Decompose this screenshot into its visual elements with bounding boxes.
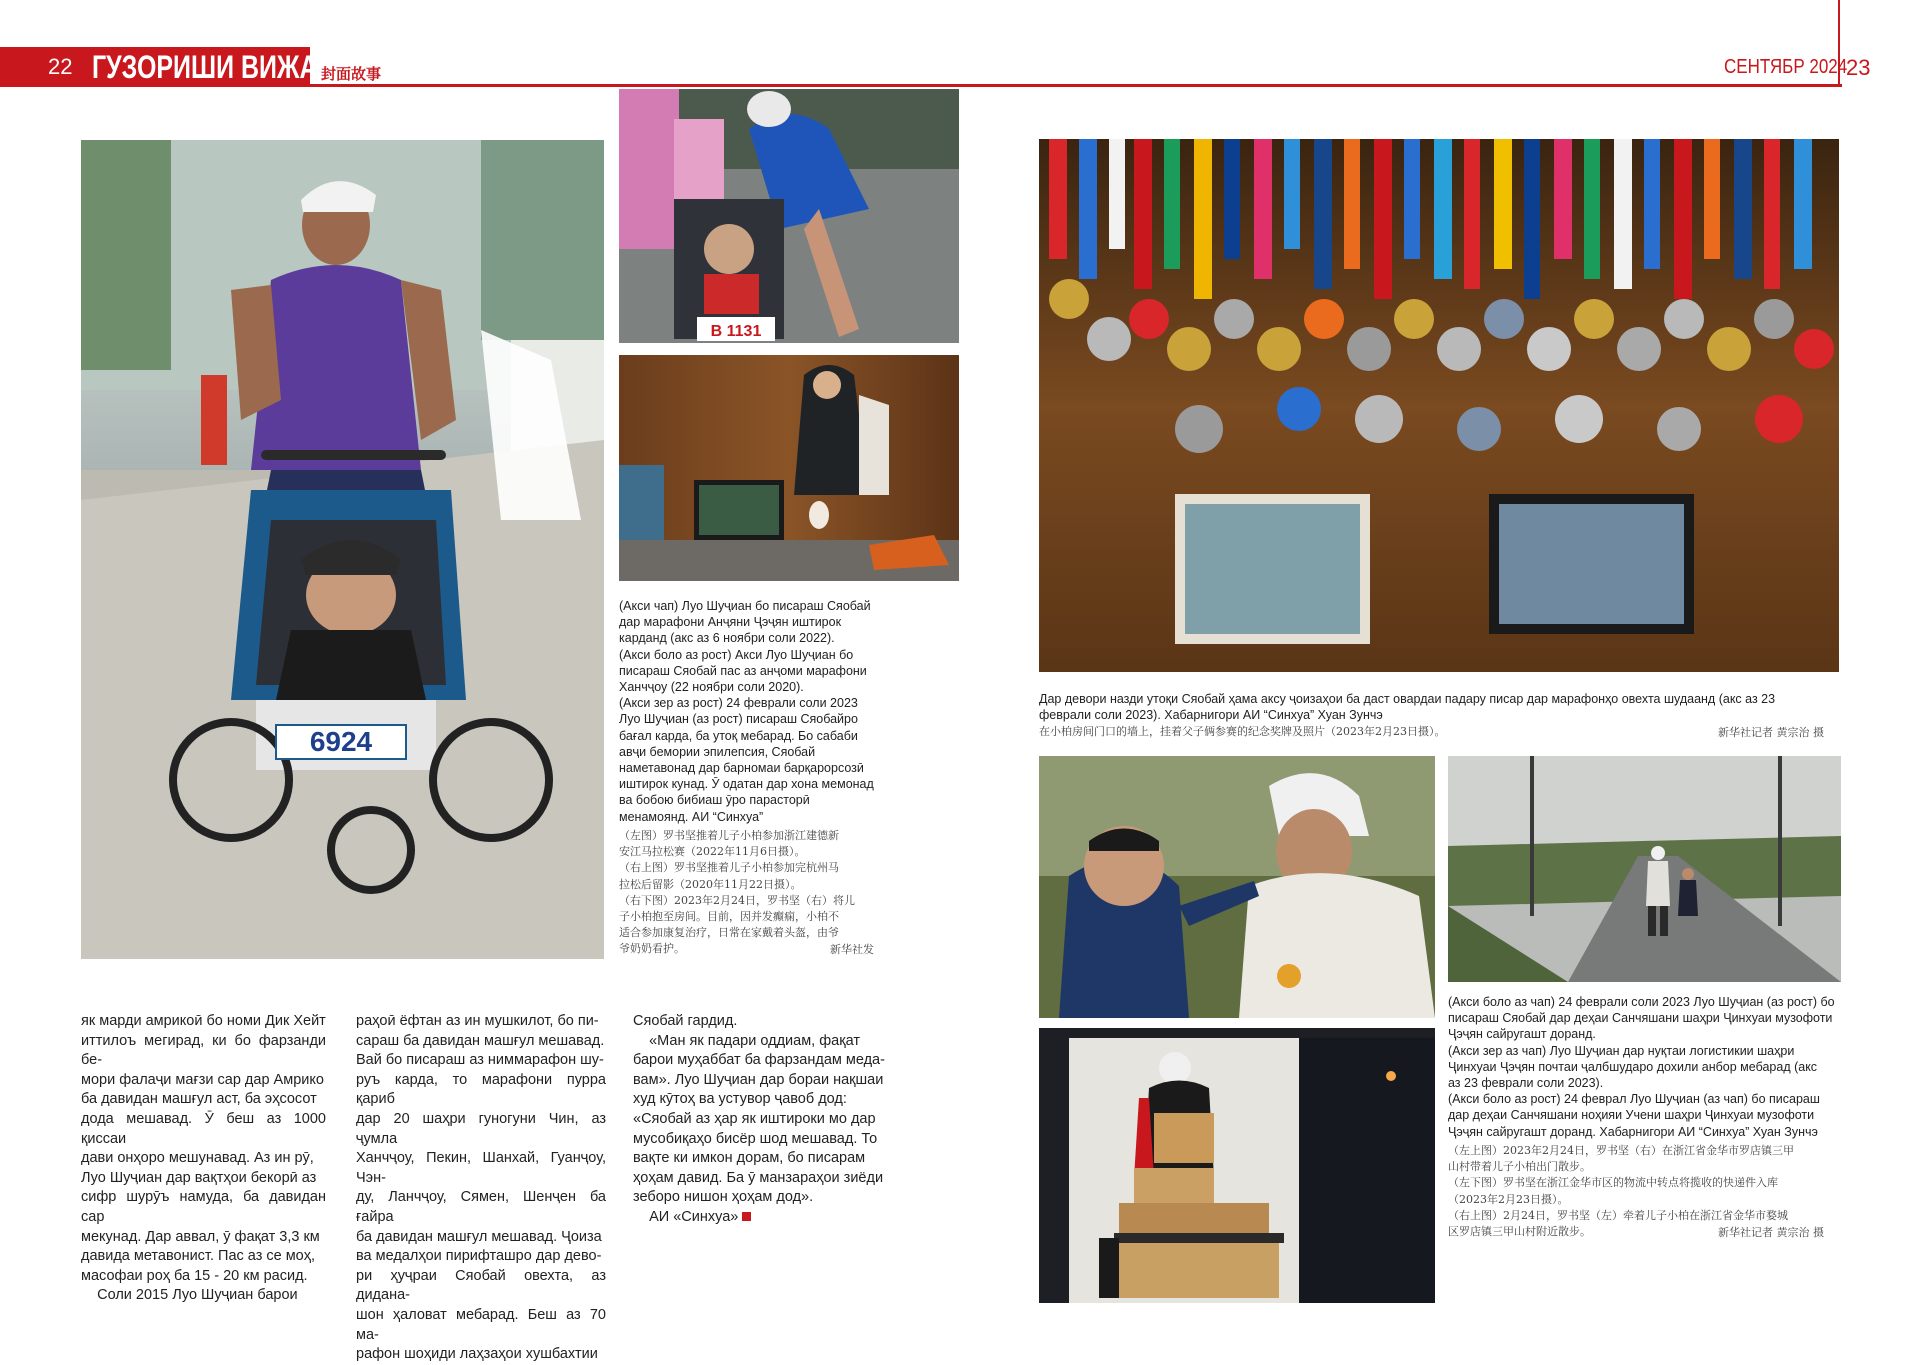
- caption-line: авҷи бемории эпилепсия, Сяобай: [619, 744, 816, 759]
- caption-line: иштирок кунад. Ӯ одатан дар хона мемонад: [619, 777, 874, 792]
- photo-logistics-warehouse: [1039, 1028, 1435, 1303]
- caption-line: Ҷэҷян сайругашт доранд. Хабарнигори АИ “Синхуа” Хуан Зунчэ: [1448, 1124, 1818, 1139]
- article-line: зеборо нишон ҳоҳам дод».: [633, 1189, 814, 1206]
- article-end-credit: АИ «Синхуа»: [633, 1208, 739, 1225]
- caption-cn-line: 安江马拉松赛（2022年11月6日摄）。: [619, 845, 806, 859]
- caption-line: Ҷэҷян сайругашт доранд.: [1448, 1027, 1596, 1042]
- article-line: «Ман як падари оддиам, фақат: [633, 1032, 860, 1049]
- article-line: рафон шоҳиди лаҳзаҳои хушбахтии: [356, 1346, 598, 1363]
- caption-line: аз 23 феврали соли 2023).: [1448, 1076, 1604, 1091]
- caption-line: ва бобою бибиаш ӯро парасторӣ: [619, 793, 810, 808]
- article-line: дода мешавад. Ӯ беш аз 1000 қиссаи: [81, 1110, 326, 1147]
- article-line: давида метавонист. Пас аз се моҳ,: [81, 1248, 316, 1265]
- article-line: дави онҳоро мешунавад. Аз ин рӯ,: [81, 1150, 314, 1167]
- end-mark-icon: [742, 1212, 751, 1221]
- caption-line: Луо Шуҷиан (аз рост) писараш Сяобайро: [619, 712, 858, 727]
- article-line: Сяобай гардид.: [633, 1013, 738, 1029]
- caption-line: карданд (акс аз 6 ноябри соли 2022).: [619, 631, 835, 646]
- bib-number-main: 6924: [309, 726, 373, 757]
- bib-number-small: B 1131: [710, 323, 762, 340]
- caption-cn-line: （右上图）罗书坚推着儿子小柏参加完杭州马: [619, 861, 839, 875]
- article-line: Ханчҷоу, Пекин, Шанхай, Гуанҷоу, Чэн-: [356, 1150, 606, 1186]
- caption-line: Ханчҷоу (22 ноябри соли 2020).: [619, 680, 804, 695]
- photo-father-son-outdoors: [1039, 756, 1435, 1018]
- article-line-end: [633, 1208, 893, 1228]
- article-line: барои муҳаббат ба фарзандам меда-: [633, 1052, 885, 1069]
- left-caption-credit: 新华社发: [830, 943, 874, 956]
- caption-line: (Акси боло аз чап) 24 феврали соли 2023 Луо Шуҷиан (аз рост) бо: [1448, 995, 1835, 1009]
- left-page-number: 22: [48, 54, 73, 79]
- caption-line: (Акси зер аз чап) Луо Шуҷиан дар нуқтаи логистикии шаҳри: [1448, 1043, 1795, 1058]
- caption-line: дар марафони Анҷяни Ҷэҷян иштирок: [619, 615, 842, 630]
- photo-road-walk: [1448, 756, 1841, 982]
- article-line: масофаи роҳ ба 15 - 20 км расид.: [81, 1267, 308, 1284]
- caption-line: (Акси зер аз рост) 24 феврали соли 2023: [619, 696, 858, 711]
- article-line: раҳоӣ ёфтан аз ин мушкилот, бо пи-: [356, 1013, 599, 1029]
- article-line: ри ҳуҷраи Сяобай овехта, аз дидана-: [356, 1267, 606, 1304]
- caption-line: наметавонад дар барномаи барқарорсозӣ: [619, 761, 864, 776]
- caption-line: (Акси боло аз рост) Акси Луо Шуҷиан бо: [619, 647, 854, 662]
- caption-cn-line: 拉松后留影（2020年11月22日摄）。: [619, 877, 802, 891]
- photo-after-marathon: [619, 89, 959, 343]
- article-line: Вай бо писараш аз ниммарафон шу-: [356, 1052, 604, 1069]
- caption-line: (Акси чап) Луо Шуҷиан бо писараш Сяобай: [619, 599, 871, 613]
- caption-line: Ҷинхуаи Ҷэҷян почтаи ҷалбшударо дохили анбор мебарад (акс: [1448, 1059, 1818, 1074]
- caption-cn-line: 区罗店镇三甲山村附近散步。: [1448, 1225, 1591, 1239]
- right-page-number: 23: [1846, 55, 1871, 80]
- caption-cn-line: （右下图）2023年2月24日，罗书坚（右）将儿: [619, 893, 855, 907]
- left-photo-caption-cn: [619, 828, 959, 958]
- caption-line: бағал карда, ба утоқ мебарад. Бо сабаби: [619, 728, 858, 743]
- photo-carry-son-room: [619, 355, 959, 581]
- medals-caption: [1039, 691, 1839, 723]
- article-line: мекунад. Дар аввал, ӯ фақат 3,3 км: [81, 1228, 320, 1245]
- right-caption-credit: 新华社记者 黄宗治 摄: [1718, 1226, 1824, 1239]
- right-photos-caption: [1448, 994, 1841, 1140]
- caption-line: писараш Сяобай пас аз анҷоми марафони: [619, 663, 867, 678]
- caption-line: феврали соли 2023). Хабарнигори АИ “Синхуа” Хуан Зунчэ: [1039, 708, 1383, 723]
- caption-cn-line: 适合参加康复治疗，日常在家戴着头盔，由爷: [619, 926, 839, 940]
- section-title-cn: 封面故事: [321, 65, 382, 83]
- caption-cn-line: （右上图）2月24日，罗书坚（左）牵着儿子小柏在浙江省金华市婺城: [1448, 1208, 1788, 1222]
- article-column-3: [633, 1012, 893, 1228]
- article-line: мори фалаҷи мағзи сар дар Амрико: [81, 1071, 324, 1088]
- article-line: руъ карда, то марафони пурра қариб: [356, 1071, 606, 1108]
- caption-line: менамоянд. АИ “Синхуа”: [619, 809, 764, 824]
- article-line: Соли 2015 Луо Шуҷиан барои: [81, 1287, 298, 1304]
- left-photo-caption: [619, 598, 959, 825]
- photo-runner-stroller: [81, 140, 604, 959]
- caption-cn-line: （左图）罗书坚推着儿子小柏参加浙江建德新: [619, 829, 839, 842]
- article-line: як марди амрикоӣ бо номи Дик Хейт: [81, 1013, 326, 1029]
- article-line: мусобиқаҳо бисёр шод мешавад. То: [633, 1130, 878, 1147]
- medals-caption-cn: 在小柏房间门口的墙上，挂着父子俩参赛的纪念奖牌及照片（2023年2月23日摄）。: [1039, 725, 1446, 738]
- caption-cn-line: （左下图）罗书坚在浙江金华市区的物流中转点将揽收的快递件入库: [1448, 1176, 1778, 1190]
- article-line: дар 20 шаҳри гуногуни Чин, аз ҷумла: [356, 1110, 606, 1147]
- article-line: сараш ба давидан машғул мешавад.: [356, 1032, 605, 1049]
- article-line: иттилоъ мегирад, ки бо фарзанди бе-: [81, 1032, 326, 1069]
- article-line: вақте ки имкон дорам, бо писарам: [633, 1150, 866, 1167]
- article-line: ва медалҳои пирифташро дар дево-: [356, 1248, 602, 1265]
- article-line: худ кӯтоҳ ва устувор ҷавоб дод:: [633, 1091, 847, 1108]
- medals-caption-credit: 新华社记者 黄宗治 摄: [1718, 726, 1824, 739]
- caption-cn-line: 山村带着儿子小柏出门散步。: [1448, 1160, 1591, 1174]
- article-column-1: [81, 1012, 326, 1306]
- caption-line: дар деҳаи Санчяшани ноҳияи Учени шаҳри Ҷинхуаи музофоти: [1448, 1108, 1815, 1123]
- caption-cn-line: 爷奶奶看护。: [619, 942, 685, 956]
- article-line: ба давидан машғул мешавад. Ҷоиза: [356, 1228, 602, 1245]
- photo-medals-wall: [1039, 139, 1839, 672]
- article-line: Луо Шуҷиан дар вақтҳои бекорӣ аз: [81, 1169, 317, 1186]
- caption-line: Дар девори назди утоқи Сяобай ҳама аксу ҷоизаҳои ба даст овардаи падару писар дар марафонҳо овехта шудаанд (акс аз 23: [1039, 692, 1776, 706]
- caption-line: писараш Сяобай дар деҳаи Санчяшани шаҳри Ҷинхуаи музофоти: [1448, 1011, 1833, 1026]
- section-title: ГУЗОРИШИ ВИЖА: [92, 49, 318, 85]
- article-line: вам». Луо Шуҷиан дар бораи нақшаи: [633, 1071, 884, 1088]
- caption-cn-line: （2023年2月23日摄）。: [1448, 1192, 1569, 1206]
- article-line: сифр шурӯъ намуда, ба давидан сар: [81, 1189, 326, 1225]
- article-line: ба давидан машғул аст, ба эҳсосот: [81, 1091, 317, 1108]
- article-column-2: [356, 1012, 606, 1365]
- caption-line: (Акси боло аз рост) 24 феврал Луо Шуҷиан (аз чап) бо писараш: [1448, 1092, 1820, 1107]
- article-line: ду, Ланчҷоу, Сямен, Шенҷен ба ғайра: [356, 1189, 606, 1225]
- article-line: «Сяобай аз ҳар як иштироки мо дар: [633, 1110, 876, 1127]
- article-line: шон ҳаловат мебарад. Беш аз 70 ма-: [356, 1306, 606, 1343]
- caption-cn-line: 子小柏抱至房间。目前，因并发癫痫，小柏不: [619, 910, 839, 924]
- article-line: ҳоҳам давид. Ба ӯ манзараҳои зиёди: [633, 1169, 884, 1186]
- caption-cn-line: （左上图）2023年2月24日，罗书坚（右）在浙江省金华市罗店镇三甲: [1448, 1144, 1794, 1157]
- issue-month: СЕНТЯБР 2024: [1724, 56, 1848, 78]
